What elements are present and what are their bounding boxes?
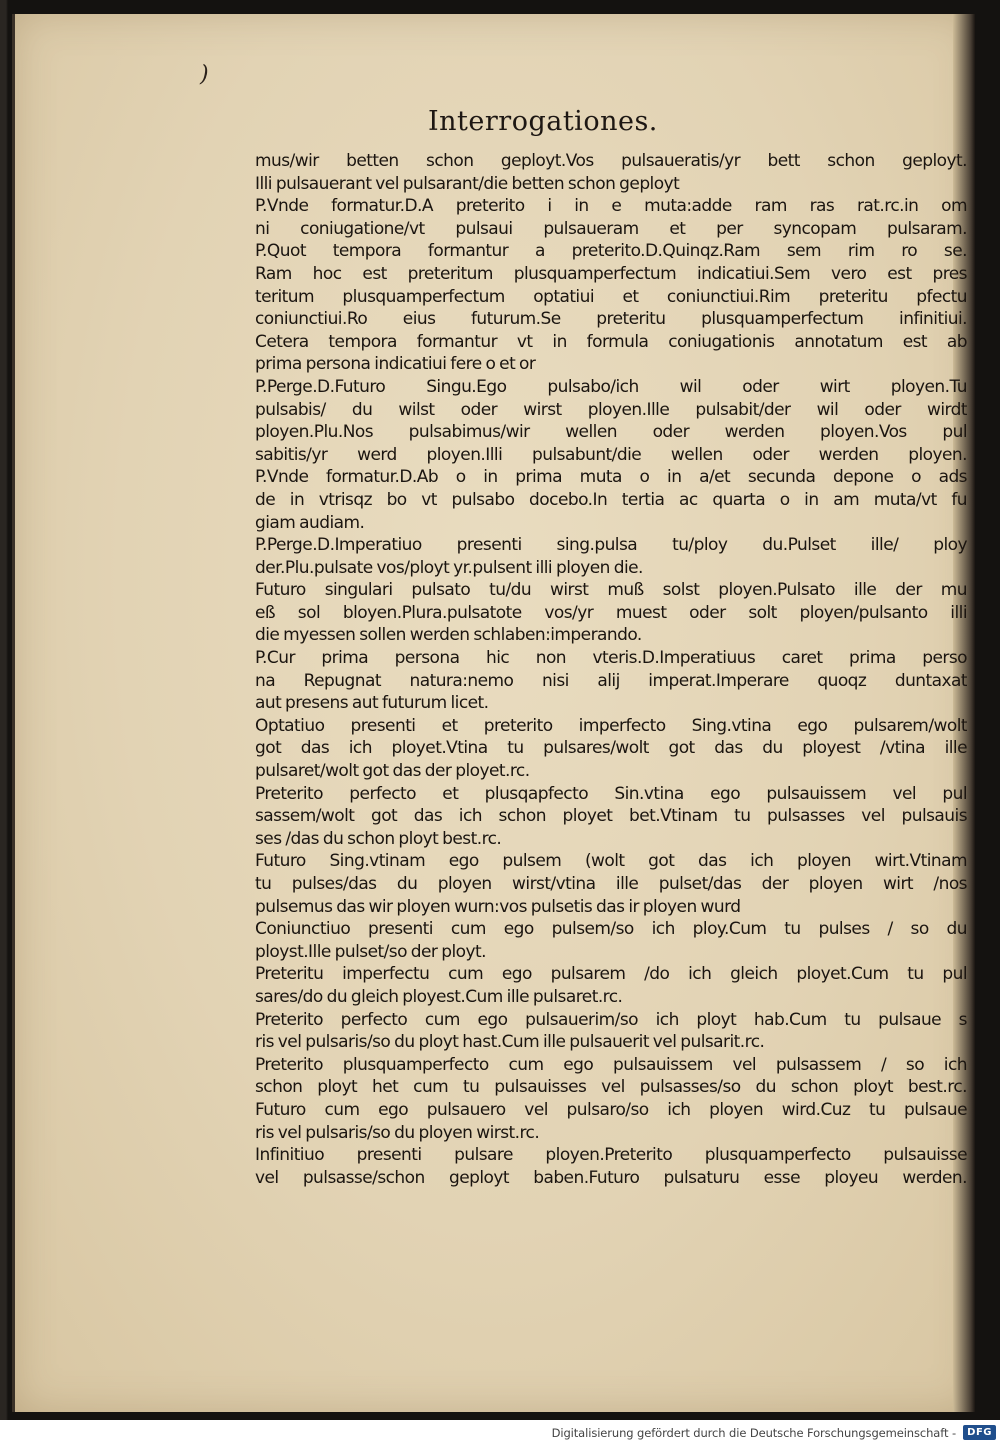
text-line: P.Perge.D.Futuro Singu.Ego pulsabo/ich wil oder wirt ployen.Tu <box>255 376 967 397</box>
text-line: sassem/wolt got das ich schon ployet bet.Vtinam tu pulsasses vel pulsauis <box>255 806 967 827</box>
text-line: pulsaret/wolt got das der ployet.rc. <box>255 761 530 782</box>
text-line: Ram hoc est preteritum plusquamperfectum indicatiui.Sem vero est pres <box>255 263 967 284</box>
text-line: giam audiam. <box>255 512 365 533</box>
text-line: P.Perge.D.Imperatiuo presenti sing.pulsa tu/ploy du.Pulset ille/ ploy <box>255 535 967 556</box>
text-line: Futuro cum ego pulsauero vel pulsaro/so ich ployen wird.Cuz tu pulsaue <box>255 1099 967 1120</box>
text-line: coniunctiui.Ro eius futurum.Se preteritu plusquamperfectum infinitiui. <box>255 309 967 330</box>
text-line: Futuro Sing.vtinam ego pulsem (wolt got das ich ployen wirt.Vtinam <box>255 851 967 872</box>
text-block <box>255 150 967 1189</box>
text-line: got das ich ployet.Vtina tu pulsares/wolt got das du ployest /vtina ille <box>255 738 967 759</box>
text-line: Coniunctiuo presenti cum ego pulsem/so ich ploy.Cum tu pulses / so du <box>255 919 967 940</box>
dfg-logo: DFG <box>963 1425 996 1440</box>
footer-credit: Digitalisierung gefördert durch die Deutsche Forschungsgemeinschaft - <box>551 1426 956 1440</box>
running-head: Interrogationes. <box>428 106 658 137</box>
text-line: mus/wir betten schon geployt.Vos pulsaueratis/yr bett schon geployt. <box>255 151 967 171</box>
text-line: Illi pulsauerant vel pulsarant/die betten schon geployt <box>255 173 680 194</box>
text-line: teritum plusquamperfectum optatiui et coniunctiui.Rim preteritu pfectu <box>255 286 967 307</box>
text-line: pulsabis/ du wilst oder wirst ployen.Ille pulsabit/der wil oder wirdt <box>255 399 967 420</box>
text-line: Preterito perfecto et plusqapfecto Sin.vtina ego pulsauissem vel pul <box>255 783 967 804</box>
text-line: de in vtrisqz bo vt pulsabo docebo.In tertia ac quarta o in am muta/vt fu <box>255 489 967 510</box>
text-line: der.Plu.pulsate vos/ployt yr.pulsent illi ployen die. <box>255 557 643 578</box>
text-line: ployst.Ille pulset/so der ployt. <box>255 941 486 962</box>
text-line: P.Cur prima persona hic non vteris.D.Imperatiuus caret prima perso <box>255 648 967 669</box>
text-line: Preterito perfecto cum ego pulsauerim/so ich ployt hab.Cum tu pulsaue s <box>255 1009 967 1030</box>
text-line: Infinitiuo presenti pulsare ployen.Preterito plusquamperfecto pulsauisse <box>255 1145 967 1166</box>
text-line: prima persona indicatiui fere o et or <box>255 354 536 375</box>
text-line: Cetera tempora formantur vt in formula coniugationis annotatum est ab <box>255 331 967 352</box>
text-line: tu pulses/das du ployen wirst/vtina ille pulset/das der ployen wirt /nos <box>255 874 967 894</box>
text-line: die myessen sollen werden schlaben:imperando. <box>255 625 642 646</box>
text-line: P.Vnde formatur.D.Ab o in prima muta o in a/et secunda depone o ads <box>255 467 967 488</box>
text-line: Preterito plusquamperfecto cum ego pulsauissem vel pulsassem / so ich <box>255 1054 967 1075</box>
text-line: P.Quot tempora formantur a preterito.D.Quinqz.Ram sem rim ro se. <box>255 241 967 262</box>
text-line: ris vel pulsaris/so du ployt hast.Cum ille pulsauerit vel pulsarit.rc. <box>255 1032 765 1053</box>
text-line: ni coniugatione/vt pulsaui pulsaueram et per syncopam pulsaram. <box>255 218 967 239</box>
text-line: vel pulsasse/schon geployt baben.Futuro pulsaturu esse ployeu werden. <box>255 1167 967 1188</box>
text-line: ris vel pulsaris/so du ployen wirst.rc. <box>255 1122 540 1143</box>
text-line: eß sol bloyen.Plura.pulsatote vos/yr muest oder solt ployen/pulsanto illi <box>255 602 967 623</box>
text-line: ses /das du schon ployt best.rc. <box>255 828 502 849</box>
text-line: na Repugnat natura:nemo nisi alij imperat.Imperare quoqz duntaxat <box>255 670 967 691</box>
text-line: sares/do du gleich ployest.Cum ille pulsaret.rc. <box>255 986 623 1007</box>
text-line: aut presens aut futurum licet. <box>255 693 489 714</box>
text-line: ployen.Plu.Nos pulsabimus/wir wellen oder werden ployen.Vos pul <box>255 422 967 443</box>
text-line: P.Vnde formatur.D.A preterito i in e muta:adde ram ras rat.rc.in om <box>255 196 967 217</box>
marginal-mark: ) <box>200 62 209 87</box>
text-line: Optatiuo presenti et preterito imperfecto Sing.vtina ego pulsarem/wolt <box>255 715 967 736</box>
text-line: schon ployt het cum tu pulsauisses vel pulsasses/so du schon ployt best.rc. <box>255 1077 967 1098</box>
text-line: Futuro singulari pulsato tu/du wirst muß solst ployen.Pulsato ille der mu <box>255 580 967 601</box>
text-line: Preteritu imperfectu cum ego pulsarem /do ich gleich ployet.Cum tu pul <box>255 964 967 985</box>
text-line: pulsemus das wir ployen wurn:vos pulsetis das ir ployen wurd <box>255 896 741 917</box>
text-line: sabitis/yr werd ployen.Illi pulsabunt/die wellen oder werden ployen. <box>255 444 967 465</box>
